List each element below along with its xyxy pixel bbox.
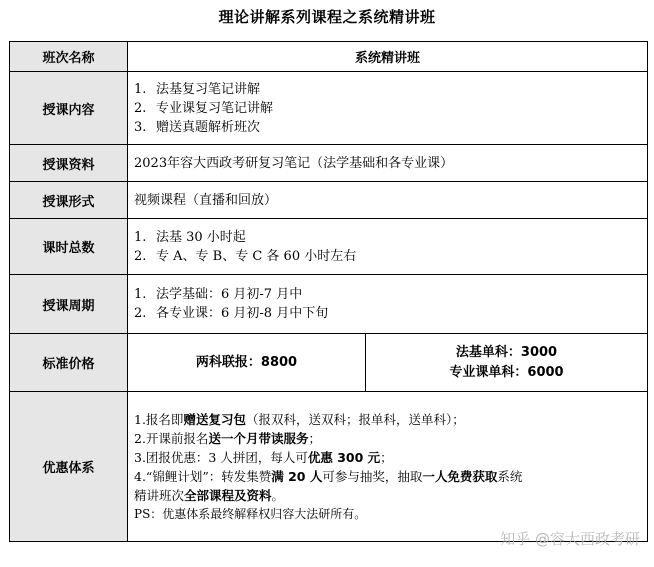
materials-text: 2023年容大西政考研复习笔记（法学基础和各专业课） [134, 155, 454, 171]
list-item: 1. 法学基础：6 月初-7 月中 [134, 287, 303, 302]
row-label-discount: 优惠体系 [10, 392, 128, 542]
discount-line-1: 1.报名即赠送复习包（报双科，送双科；报单科，送单科）； [134, 411, 465, 427]
discount-ps-note: PS：优惠体系最终解释权归容大法研所有。 [134, 506, 367, 521]
course-info-table [9, 41, 648, 542]
discount-line-4: 4.“锦鲤计划”：转发集赞满 20 人可参与抽奖，抽取一人免费获取系统 [134, 468, 523, 484]
price-combo: 两科联报：8800 [195, 354, 298, 370]
row-label-hours: 课时总数 [10, 219, 128, 275]
list-item: 2. 各专业课：6 月初-8 月中下旬 [134, 306, 329, 321]
list-item: 1. 法基复习笔记讲解 [134, 81, 261, 97]
header-label: 班次名称 [10, 42, 128, 72]
list-item: 1. 法基 30 小时起 [134, 229, 246, 245]
price-major-single: 专业课单科：6000 [449, 364, 564, 380]
list-item: 2. 专业课复习笔记讲解 [134, 100, 274, 116]
row-format [10, 182, 648, 219]
format-text: 视频课程（直播和回放） [134, 192, 278, 208]
period-list [128, 285, 647, 323]
row-label-price: 标准价格 [10, 334, 128, 392]
header-row [10, 42, 648, 72]
list-item: 3. 赠送真题解析班次 [134, 119, 261, 135]
row-hours [10, 219, 648, 275]
document-title: 理论讲解系列课程之系统精讲班 [218, 8, 436, 26]
zhihu-watermark: 知乎 @容大西政考研 [500, 530, 640, 548]
list-item: 2. 专 A、专 B、专 C 各 60 小时左右 [134, 248, 357, 264]
price-law-single: 法基单科：3000 [455, 344, 558, 360]
row-price [10, 334, 648, 392]
row-label-period: 授课周期 [10, 275, 128, 334]
discount-line-5: 精讲班次全部课程及资料。 [134, 487, 285, 503]
row-label-materials: 授课资料 [10, 145, 128, 182]
header-class-name: 系统精讲班 [128, 42, 648, 72]
row-period [10, 275, 648, 334]
hours-list [128, 228, 647, 266]
row-discount [10, 392, 648, 542]
row-content [10, 72, 648, 145]
content-list [128, 80, 647, 137]
discount-line-2: 2.开课前报名送一个月带读服务； [134, 430, 321, 446]
row-label-content: 授课内容 [10, 72, 128, 145]
row-materials [10, 145, 648, 182]
discount-text [128, 408, 647, 526]
row-label-format: 授课形式 [10, 182, 128, 219]
discount-line-3: 3.团报优惠：3 人拼团，每人可优惠 300 元； [134, 449, 393, 465]
